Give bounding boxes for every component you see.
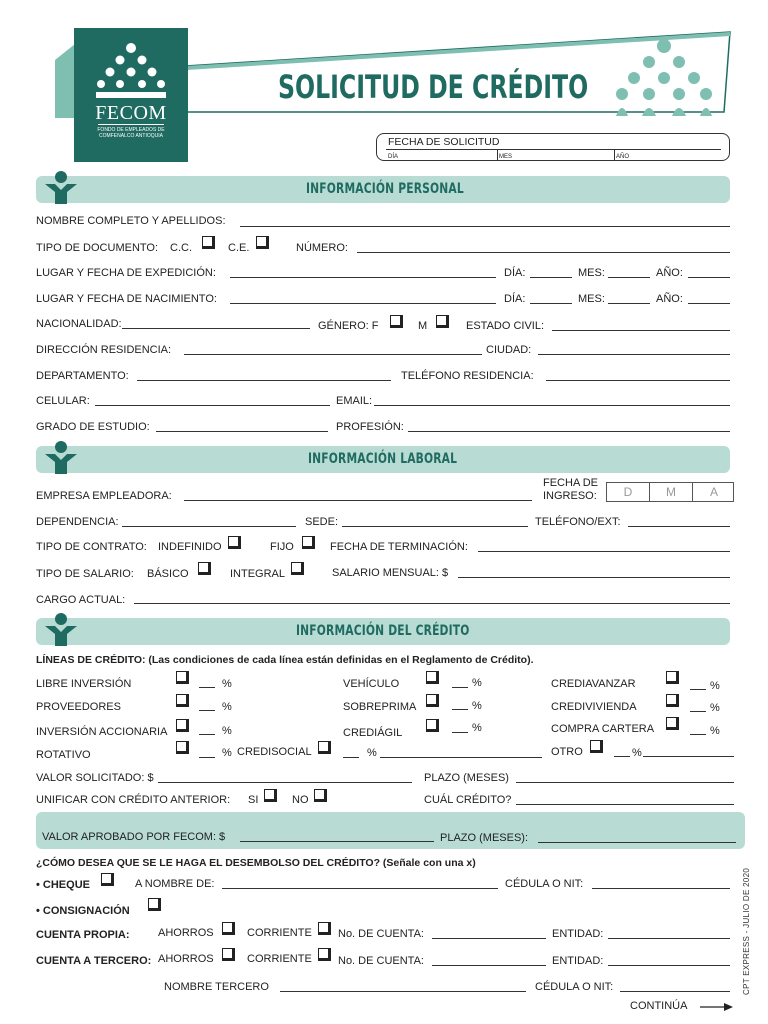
exp-mes-label: MES:: [578, 267, 605, 279]
fecha-mes-label: MES: [499, 154, 513, 160]
credivivienda-pct-field[interactable]: [690, 711, 706, 712]
proveedores-label: PROVEEDORES: [36, 701, 121, 713]
crediagil-pct-field[interactable]: [452, 732, 468, 733]
cheque-label: • CHEQUE: [36, 879, 90, 891]
cheque-cedula-field[interactable]: [592, 888, 730, 889]
ct-ahorros-label: AHORROS: [158, 953, 214, 965]
ct-entidad-field[interactable]: [608, 965, 730, 966]
ct-corriente-label: CORRIENTE: [247, 953, 312, 965]
cual-credito-field[interactable]: [516, 804, 734, 805]
departamento-label: DEPARTAMENTO:: [36, 370, 129, 382]
logo-subtitle: FONDO DE EMPLEADOS DE COMFENALCO ANTIOQUIA: [97, 127, 165, 139]
credivivienda-pct: %: [710, 702, 720, 714]
nombre-field[interactable]: [240, 226, 730, 227]
fecha-ingreso-m: M: [666, 485, 676, 499]
fecha-solicitud-box: [376, 133, 730, 161]
cargo-actual-label: CARGO ACTUAL:: [36, 594, 126, 606]
indefinido-label: INDEFINIDO: [158, 541, 222, 553]
unificar-si-checkbox[interactable]: [264, 789, 277, 802]
nac-mes-field[interactable]: [608, 303, 650, 304]
profesion-field[interactable]: [408, 431, 730, 432]
credisocial-pct: %: [367, 747, 377, 759]
numero-field[interactable]: [357, 252, 730, 253]
tipo-contrato-label: TIPO DE CONTRATO:: [36, 541, 147, 553]
estado-civil-field[interactable]: [552, 330, 730, 331]
ciudad-label: CIUDAD:: [486, 344, 532, 356]
credisocial-pct-field[interactable]: [343, 757, 359, 758]
basico-checkbox[interactable]: [198, 562, 211, 575]
cp-ahorros-label: AHORROS: [158, 927, 214, 939]
cheque-checkbox[interactable]: [101, 873, 114, 886]
desembolso-question: ¿CÓMO DESEA QUE SE LE HAGA EL DESEMBOLSO DEL CRÉDITO? (Señale con una x): [36, 857, 476, 869]
nac-mes-label: MES:: [578, 293, 605, 305]
nac-dia-label: DÍA:: [504, 293, 526, 305]
inversion-accionaria-label: INVERSIÓN ACCIONARIA: [36, 726, 168, 738]
nac-anio-label: AÑO:: [656, 293, 683, 305]
plazo-meses-field[interactable]: [516, 782, 734, 783]
ct-corriente-checkbox[interactable]: [318, 948, 331, 961]
cp-no-cuenta-label: No. DE CUENTA:: [338, 928, 424, 940]
plazo-meses-2-field[interactable]: [538, 842, 736, 843]
tercero-cedula-label: CÉDULA O NIT:: [535, 981, 614, 993]
crediagil-pct: %: [472, 722, 482, 734]
ce-label: C.E.: [228, 242, 250, 254]
cc-checkbox[interactable]: [202, 236, 215, 249]
rotativo-pct: %: [222, 747, 232, 759]
estado-civil-label: ESTADO CIVIL:: [466, 320, 545, 332]
libre-inversion-pct-field[interactable]: [199, 687, 215, 688]
section-title-laboral: INFORMACIÓN LABORAL: [308, 451, 458, 467]
section-title-credito: INFORMACIÓN DEL CRÉDITO: [296, 623, 470, 639]
telefono-residencia-label: TELÉFONO RESIDENCIA:: [401, 370, 534, 382]
integral-checkbox[interactable]: [291, 562, 304, 575]
person-icon: [43, 440, 79, 474]
tercero-cedula-field[interactable]: [620, 991, 730, 992]
direccion-label: DIRECCIÓN RESIDENCIA:: [36, 344, 172, 356]
cargo-actual-field[interactable]: [134, 603, 730, 604]
fecha-ingreso-box[interactable]: [606, 482, 734, 502]
vehiculo-label: VEHÍCULO: [343, 678, 400, 690]
profesion-label: PROFESIÓN:: [336, 421, 404, 433]
cp-entidad-label: ENTIDAD:: [552, 928, 604, 940]
lineas-credito-title: LÍNEAS DE CRÉDITO: (Las condiciones de cada línea están definidas en el Reglamento de Crédito).: [36, 654, 534, 666]
proveedores-checkbox[interactable]: [176, 694, 189, 707]
nac-dia-field[interactable]: [530, 303, 572, 304]
lugar-nacimiento-label: LUGAR Y FECHA DE NACIMIENTO:: [36, 293, 217, 305]
genero-f-checkbox[interactable]: [390, 315, 403, 328]
credivivienda-checkbox[interactable]: [666, 694, 679, 707]
credivivienda-label: CREDIVIVIENDA: [551, 701, 637, 713]
crediavanzar-label: CREDIAVANZAR: [551, 678, 636, 690]
compra-cartera-checkbox[interactable]: [666, 717, 679, 730]
compra-cartera-label: COMPRA CARTERA: [551, 723, 655, 735]
inversion-accionaria-pct: %: [222, 725, 232, 737]
lugar-nacimiento-field[interactable]: [230, 303, 496, 304]
salario-mensual-label: SALARIO MENSUAL: $: [332, 567, 449, 579]
dependencia-field[interactable]: [122, 526, 296, 527]
cp-no-cuenta-field[interactable]: [432, 938, 546, 939]
fecha-anio-label: AÑO: [616, 154, 630, 160]
cheque-cedula-label: CÉDULA O NIT:: [505, 878, 584, 890]
nombre-tercero-label: NOMBRE TERCERO: [164, 981, 269, 993]
libre-inversion-pct: %: [222, 678, 232, 690]
genero-label: GÉNERO: F: [318, 320, 379, 332]
sobreprima-checkbox[interactable]: [426, 694, 439, 707]
cual-credito-label: CUÁL CRÉDITO?: [424, 794, 512, 806]
tipo-doc-label: TIPO DE DOCUMENTO:: [36, 242, 159, 254]
email-label: EMAIL:: [336, 395, 373, 407]
sede-label: SEDE:: [305, 516, 339, 528]
crediavanzar-checkbox[interactable]: [666, 671, 679, 684]
proveedores-pct: %: [222, 701, 232, 713]
integral-label: INTEGRAL: [230, 568, 286, 580]
inversion-accionaria-checkbox[interactable]: [176, 719, 189, 732]
decorative-people-icon: [614, 38, 714, 118]
sede-field[interactable]: [342, 526, 528, 527]
exp-dia-field[interactable]: [530, 277, 572, 278]
consignacion-checkbox[interactable]: [148, 898, 161, 911]
rotativo-pct-field[interactable]: [199, 757, 215, 758]
fecha-dia-label: DÍA: [388, 154, 399, 160]
unificar-no-checkbox[interactable]: [314, 789, 327, 802]
proveedores-pct-field[interactable]: [199, 710, 215, 711]
rotativo-checkbox[interactable]: [176, 741, 189, 754]
logo-panel: [74, 28, 188, 162]
arrow-right-icon: [700, 1001, 734, 1013]
section-bar-credito: [36, 618, 730, 645]
rotativo-label: ROTATIVO: [36, 749, 91, 761]
compra-cartera-pct-field[interactable]: [690, 734, 706, 735]
lugar-expedicion-field[interactable]: [230, 277, 496, 278]
salario-mensual-field[interactable]: [458, 577, 730, 578]
exp-mes-field[interactable]: [608, 277, 650, 278]
fecha-terminacion-label: FECHA DE TERMINACIÓN:: [330, 541, 468, 553]
person-icon: [43, 170, 79, 204]
vehiculo-pct-field[interactable]: [452, 687, 468, 688]
credisocial-detail-field[interactable]: [380, 757, 542, 758]
libre-inversion-checkbox[interactable]: [176, 671, 189, 684]
person-icon: [43, 612, 79, 646]
exp-anio-field[interactable]: [688, 277, 730, 278]
cuenta-tercero-label: CUENTA A TERCERO:: [36, 955, 152, 967]
ce-checkbox[interactable]: [256, 236, 269, 249]
plazo-meses-2-label: PLAZO (MESES):: [440, 832, 529, 844]
vehiculo-pct: %: [472, 677, 482, 689]
section-title-personal: INFORMACIÓN PERSONAL: [306, 181, 464, 197]
nacionalidad-field[interactable]: [122, 328, 310, 329]
vehiculo-checkbox[interactable]: [426, 671, 439, 684]
ct-no-cuenta-field[interactable]: [432, 965, 546, 966]
fecha-ingreso-label-2: INGRESO:: [543, 490, 597, 502]
inversion-accionaria-pct-field[interactable]: [199, 734, 215, 735]
crediavanzar-pct: %: [710, 680, 720, 692]
nacionalidad-label: NACIONALIDAD:: [36, 318, 122, 330]
exp-dia-label: DÍA:: [504, 267, 526, 279]
credisocial-checkbox[interactable]: [318, 741, 331, 754]
side-footer-text: CPT EXPRESS - JULIO DE 2020: [742, 867, 751, 995]
grado-estudio-label: GRADO DE ESTUDIO:: [36, 421, 150, 433]
continua-label: CONTINÚA: [630, 1000, 688, 1012]
sobreprima-pct: %: [472, 700, 482, 712]
fecha-ingreso-d: D: [623, 485, 633, 499]
fecha-solicitud-label: FECHA DE SOLICITUD: [388, 136, 500, 148]
cp-ahorros-checkbox[interactable]: [222, 922, 235, 935]
logo-people-icon: [96, 42, 166, 100]
ct-no-cuenta-label: No. DE CUENTA:: [338, 955, 424, 967]
crediagil-checkbox[interactable]: [426, 719, 439, 732]
direccion-field[interactable]: [184, 354, 482, 355]
fijo-checkbox[interactable]: [302, 536, 315, 549]
telefono-residencia-field[interactable]: [546, 380, 730, 381]
sobreprima-label: SOBREPRIMA: [343, 701, 417, 713]
a-nombre-de-label: A NOMBRE DE:: [135, 878, 215, 890]
telefono-ext-label: TELÉFONO/EXT:: [535, 516, 621, 528]
sobreprima-pct-field[interactable]: [452, 709, 468, 710]
ct-ahorros-checkbox[interactable]: [222, 948, 235, 961]
consignacion-label: • CONSIGNACIÓN: [36, 905, 130, 917]
empresa-field[interactable]: [184, 500, 532, 501]
page-title: SOLICITUD DE CRÉDITO: [278, 68, 589, 106]
otro-checkbox[interactable]: [590, 740, 603, 753]
basico-label: BÁSICO: [147, 568, 189, 580]
valor-aprobado-field[interactable]: [240, 841, 434, 842]
nac-anio-field[interactable]: [688, 303, 730, 304]
fijo-label: FIJO: [270, 541, 294, 553]
fecha-terminacion-field[interactable]: [478, 551, 730, 552]
crediavanzar-pct-field[interactable]: [690, 689, 706, 690]
celular-label: CELULAR:: [36, 395, 90, 407]
otro-label: OTRO: [551, 746, 583, 758]
fecha-ingreso-label-1: FECHA DE: [543, 477, 599, 489]
section-bar-personal: [36, 176, 730, 203]
nombre-label: NOMBRE COMPLETO Y APELLIDOS:: [36, 215, 226, 227]
cc-label: C.C.: [170, 242, 192, 254]
email-field[interactable]: [374, 405, 730, 406]
genero-m-label: M: [418, 320, 428, 332]
ciudad-field[interactable]: [538, 354, 730, 355]
dependencia-label: DEPENDENCIA:: [36, 516, 119, 528]
lugar-expedicion-label: LUGAR Y FECHA DE EXPEDICIÓN:: [36, 267, 216, 279]
cp-corriente-checkbox[interactable]: [318, 922, 331, 935]
departamento-field[interactable]: [137, 380, 391, 381]
valor-aprobado-panel: [36, 812, 745, 849]
cp-entidad-field[interactable]: [608, 938, 730, 939]
logo-text: FECOM: [95, 102, 167, 124]
unificar-no-label: NO: [292, 794, 309, 806]
unificar-label: UNIFICAR CON CRÉDITO ANTERIOR:: [36, 794, 231, 806]
celular-field[interactable]: [95, 405, 330, 406]
tipo-salario-label: TIPO DE SALARIO:: [36, 568, 134, 580]
valor-solicitado-field[interactable]: [158, 782, 412, 783]
section-bar-laboral: [36, 446, 730, 473]
indefinido-checkbox[interactable]: [228, 536, 241, 549]
grado-estudio-field[interactable]: [156, 431, 328, 432]
numero-label: NÚMERO:: [296, 242, 348, 254]
unificar-si-label: SI: [248, 794, 259, 806]
credisocial-label: CREDISOCIAL: [237, 746, 312, 758]
empresa-label: EMPRESA EMPLEADORA:: [36, 490, 172, 502]
otro-pct: %: [632, 747, 642, 759]
otro-detail-field[interactable]: [643, 756, 734, 757]
cuenta-propia-label: CUENTA PROPIA:: [36, 929, 130, 941]
otro-pct-field[interactable]: [614, 756, 630, 757]
libre-inversion-label: LIBRE INVERSIÓN: [36, 678, 132, 690]
ct-entidad-label: ENTIDAD:: [552, 955, 604, 967]
plazo-meses-label: PLAZO (MESES): [424, 772, 509, 784]
valor-solicitado-label: VALOR SOLICITADO: $: [36, 772, 154, 784]
fecha-ingreso-a: A: [709, 485, 718, 499]
compra-cartera-pct: %: [710, 725, 720, 737]
nombre-tercero-field[interactable]: [280, 991, 526, 992]
telefono-ext-field[interactable]: [628, 526, 730, 527]
genero-m-checkbox[interactable]: [436, 315, 449, 328]
exp-anio-label: AÑO:: [656, 267, 683, 279]
cp-corriente-label: CORRIENTE: [247, 927, 312, 939]
crediagil-label: CREDIÁGIL: [343, 727, 403, 739]
valor-aprobado-label: VALOR APROBADO POR FECOM: $: [42, 831, 226, 843]
a-nombre-de-field[interactable]: [222, 888, 498, 889]
